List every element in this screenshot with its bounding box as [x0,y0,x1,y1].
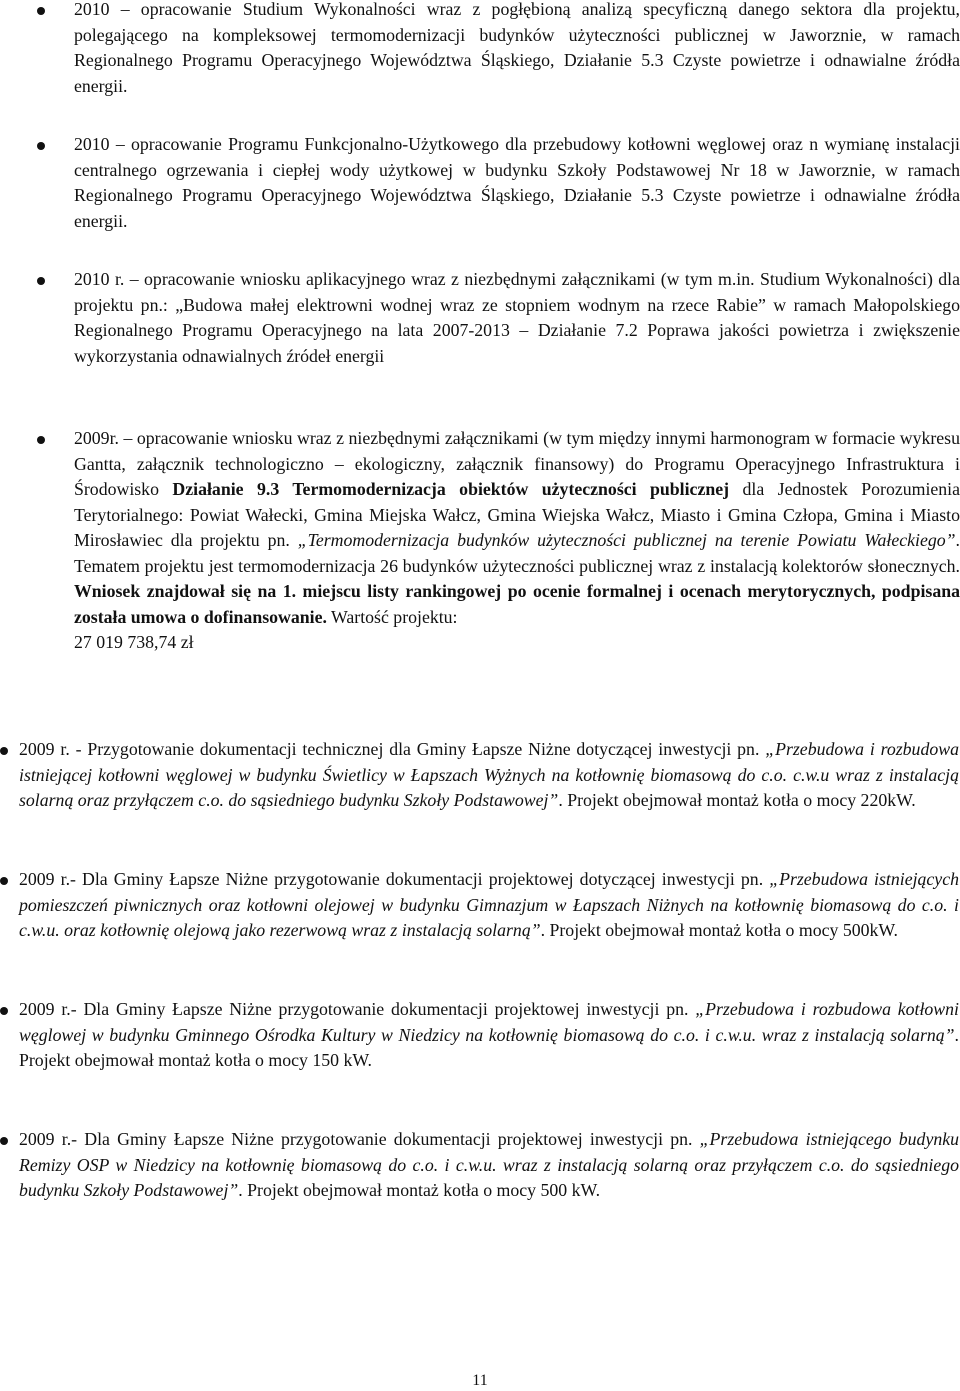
list-item-text [19,1127,959,1204]
project-title: „Przebudowa istniejącego budynku Remizy OSP w Niedzicy na kotłownię biomasową do c.o. i c.w.u. wraz z instalacją solarną oraz przyłączem c.o. do sąsiedniego budynku Szkoły Podstawowej” [19,1129,960,1200]
bullet-icon [37,7,45,15]
project-title: „Przebudowa i rozbudowa istniejącej kotłowni węglowej w budynku Świetlicy w Łapszach Wyżnych na kotłownię biomasową do c.o. c.w.u wraz z instalacją solarną oraz przyłączem c.o. do sąsiedniego budynku Szkoły Podstawowej” [19,739,959,810]
list-item-text [74,426,960,656]
bullet-icon [37,277,45,285]
list-item-text [19,867,959,944]
text-run: . Projekt obejmował montaż kotła o mocy 150 kW. [19,1024,959,1070]
bullet-icon [0,877,8,885]
page-number: 11 [472,1372,488,1389]
project-title: „Przebudowa i rozbudowa kotłowni węglowej w budynku Gminnego Ośrodka Kultury w Niedzicy na kotłownię biomasową do c.o. i c.w.u. wraz z instalacją solarną” [19,999,959,1045]
text-run: 2009 r.- Dla Gminy Łapsze Niżne przygotowanie dokumentacji projektowej inwestycji pn. [19,999,696,1019]
text-run: Wartość projektu: [326,606,458,627]
text-run: . Projekt obejmował montaż kotła o mocy 500 kW. [238,1180,601,1200]
text-run: . Tematem projektu jest termomodernizacja 26 budynków użyteczności publicznej wraz z instalacją kolektorów słonecznych. [74,530,960,576]
project-title: „Przebudowa istniejących pomieszczeń piwnicznych oraz kotłowni olejowej w budynku Gimnazjum w Łapszach Niżnych na kotłownię biomasową do c.o. i c.w.u. oraz kotłownię olejową jako rezerwową wraz z instalacją solarną” [19,869,959,940]
project-value: 27 019 738,74 zł [74,632,194,652]
text-run: 2009 r. - Przygotowanie dokumentacji technicznej dla Gminy Łapsze Niżne dotyczącej inwestycji pn. [19,739,766,759]
bullet-icon [0,1137,8,1145]
ranking-note: Wniosek znajdował się na 1. miejscu listy rankingowej po ocenie formalnej i ocenach merytorycznych, podpisana została umowa o dofinansowanie. [74,581,960,627]
list-item-text: 2010 – opracowanie Programu Funkcjonalno-Użytkowego dla przebudowy kotłowni węglowej oraz n wymianę instalacji centralnego ogrzewania i ciepłej wody użytkowej w budynku Szkoły Podstawowej Nr 18 w Jaworznie, w ramach Regionalnego Programu Operacyjnego Województwa Śląskiego, Działanie 5.3 Czyste powietrze i odnawialne źródła energii. [74,134,960,231]
bullet-icon [0,1007,8,1015]
bullet-icon [0,747,8,755]
project-title: „Termomodernizacja budynków użyteczności publicznej na terenie Powiatu Wałeckiego” [297,530,956,550]
text-run: . Projekt obejmował montaż kotła o mocy 220kW. [558,790,916,810]
text-run: dla Jednostek Porozumienia Terytorialnego: Powiat Wałecki, Gmina Miejska Wałcz, Gmina Wiejska Wałcz, Miasto i Gmina Człopa, Gmina i Miasto Mirosławiec dla projektu pn. [74,479,960,550]
text-run: 2009r. – opracowanie wniosku wraz z niezbędnymi załącznikami (w tym między innymi harmonogram w formacie wykresu Gantta, załącznik technologiczno – ekologiczny, załącznik finansowy) do Programu Operacyjnego Infrastruktura i Środowisko [74,428,960,499]
text-run: 2009 r.- Dla Gminy Łapsze Niżne przygotowanie dokumentacji projektowej dotyczącej inwestycji pn. [19,869,770,889]
bullet-icon [37,142,45,150]
list-item-text: 2010 – opracowanie Studium Wykonalności wraz z pogłębioną analizą specyficzną danego sektora dla projektu, polegającego na kompleksowej termomodernizacji budynków użyteczności publicznej w Jaworznie, w ramach Regionalnego Programu Operacyjnego Województwa Śląskiego, Działanie 5.3 Czyste powietrze i odnawialne źródła energii. [74,0,960,96]
bullet-icon [37,436,45,444]
text-run: . Projekt obejmował montaż kotła o mocy 500kW. [540,920,898,940]
list-item-text [19,997,959,1074]
list-item-text: 2010 r. – opracowanie wniosku aplikacyjnego wraz z niezbędnymi załącznikami (w tym m.in. Studium Wykonalności) dla projektu pn.: „Budowa małej elektrowni wodnej wraz ze stopniem wodnym na rzece Rabie” w ramach Małopolskiego Regionalnego Programu Operacyjnego na lata 2007-2013 – Działanie 7.2 Poprawa jakości powietrza i zwiększenie wykorzystania odnawialnych źródeł energii [74,269,960,366]
measure-title: Działanie 9.3 Termomodernizacja obiektów użyteczności publicznej [172,479,730,499]
text-run: 2009 r.- Dla Gminy Łapsze Niżne przygotowanie dokumentacji projektowej inwestycji pn. [19,1129,700,1149]
list-item-text [19,737,959,814]
